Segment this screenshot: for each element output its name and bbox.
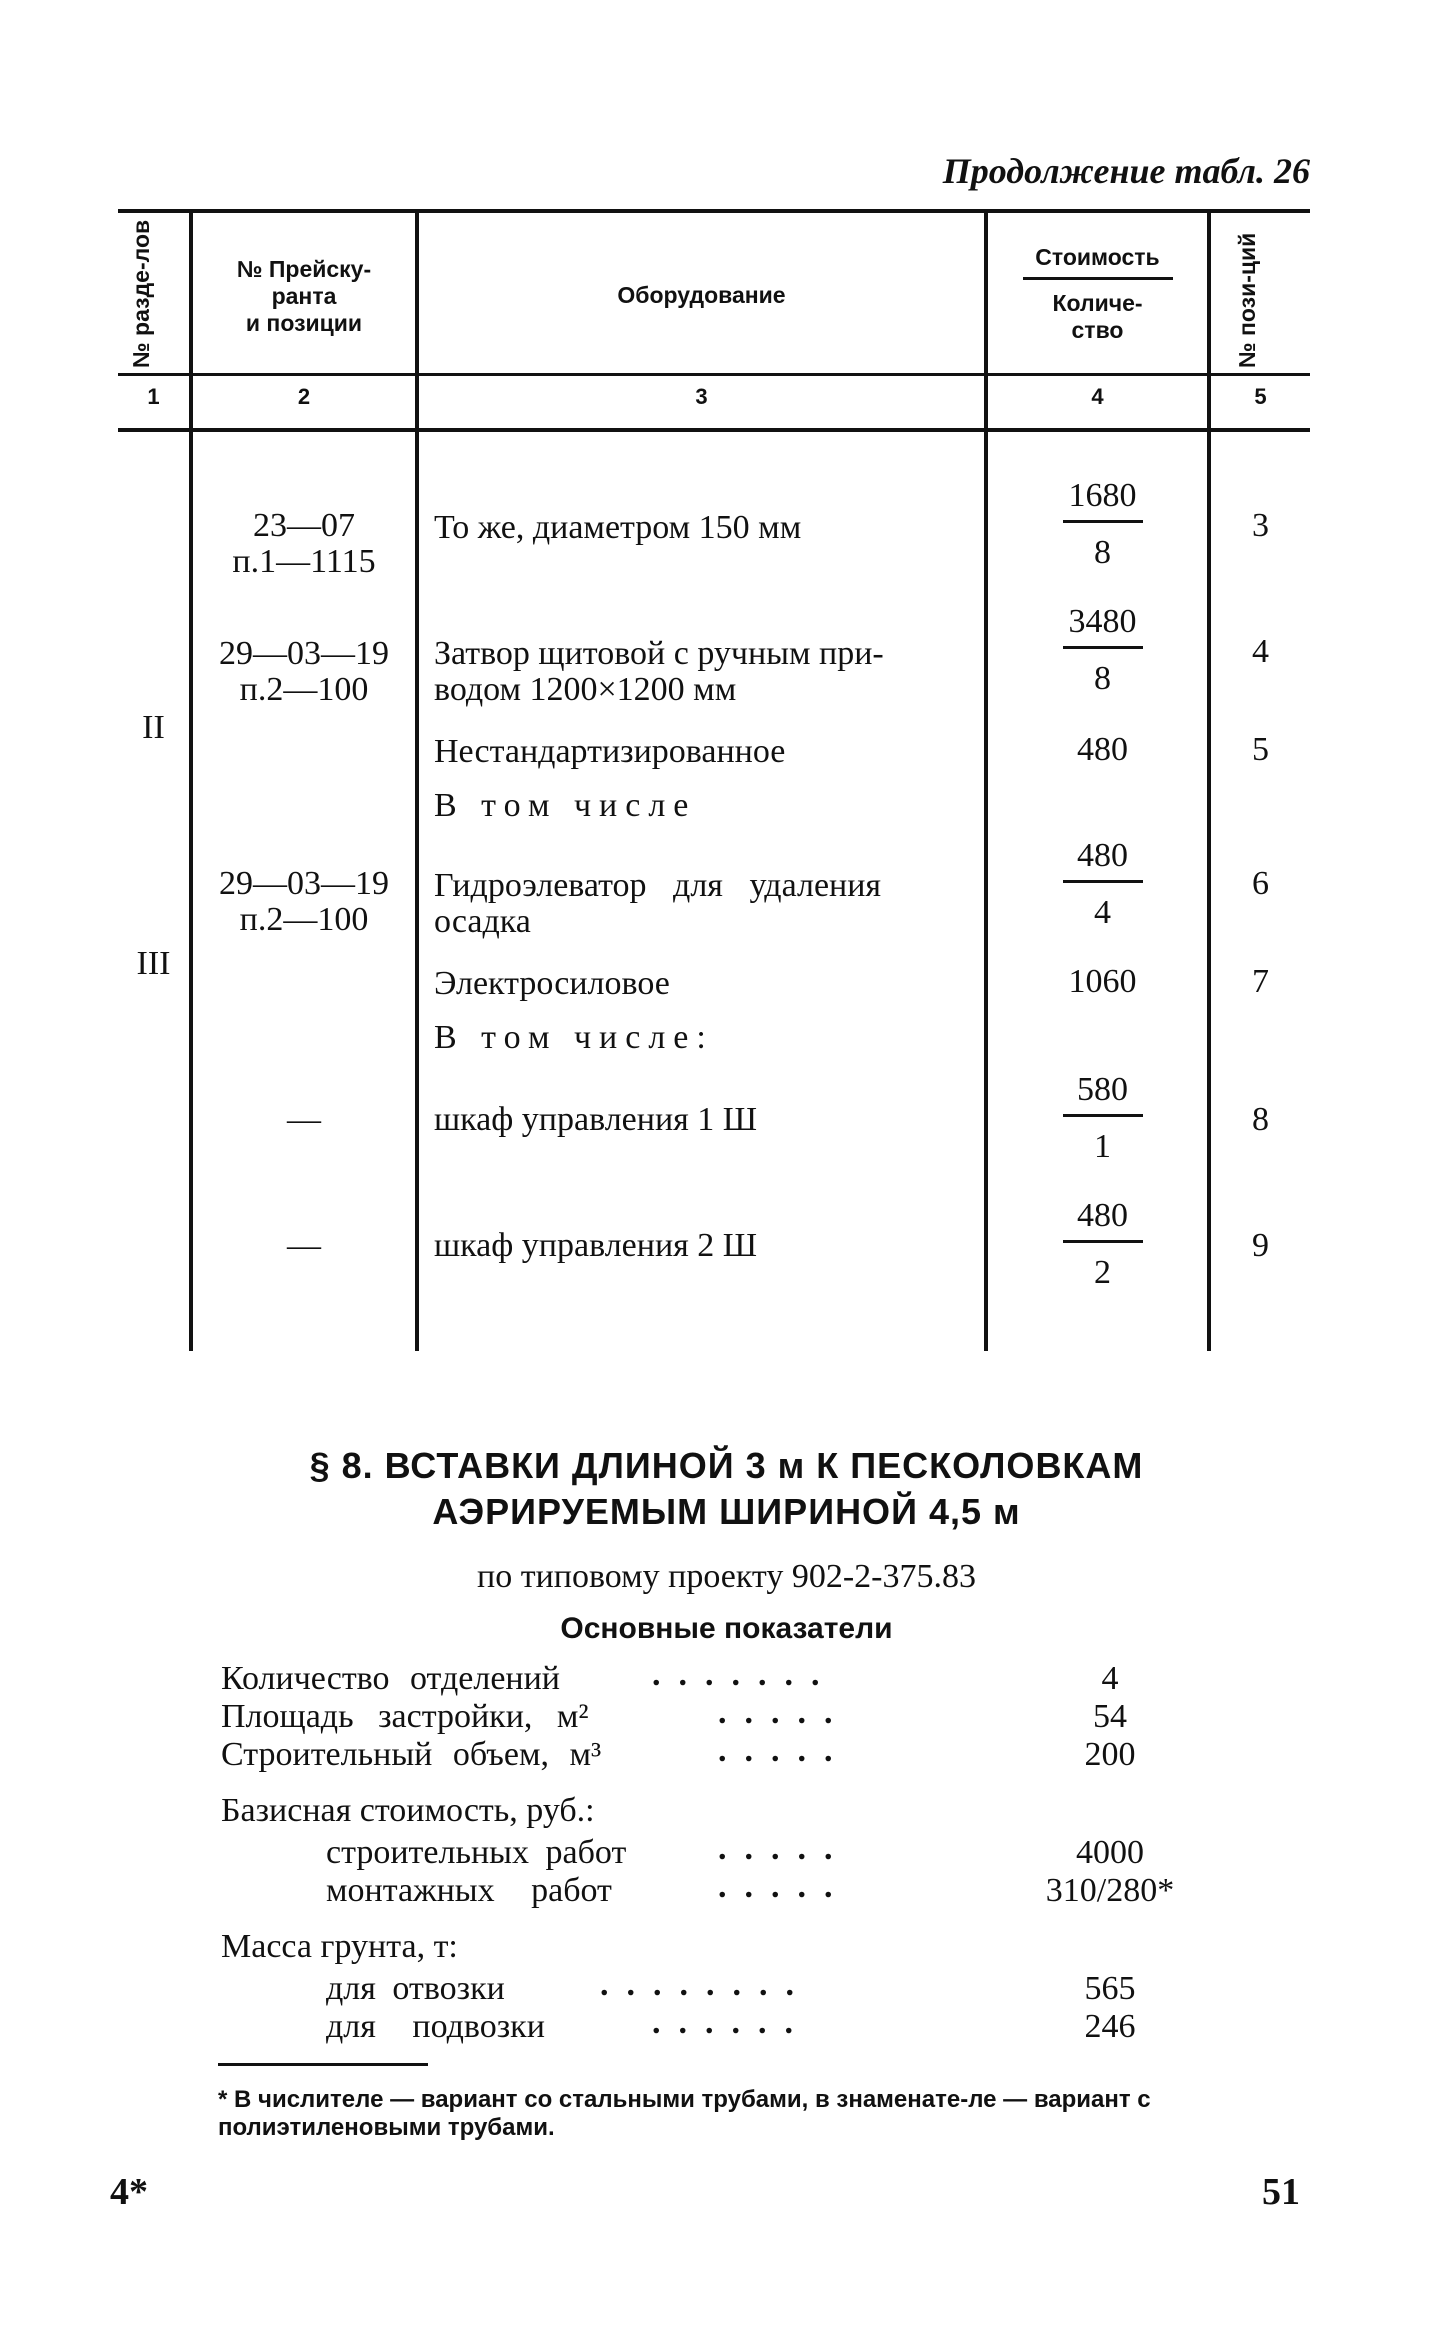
leader-dots: ..... bbox=[718, 1830, 851, 1867]
table-row-subheading: В том числе bbox=[434, 787, 697, 824]
table-row-price: — bbox=[287, 1101, 321, 1138]
leader-dots: ........ bbox=[600, 1966, 812, 2003]
table-row-cost: 580 bbox=[1077, 1071, 1128, 1108]
header-price-list bbox=[193, 256, 415, 337]
indicator-value: 54 bbox=[1093, 1698, 1127, 1735]
header-divider bbox=[118, 373, 1310, 376]
column-divider-3 bbox=[984, 211, 988, 1351]
header-section-number: № разде-лов bbox=[128, 219, 154, 368]
column-number: 1 bbox=[147, 384, 160, 409]
section-title-line-2: АЭРИРУЕМЫМ ШИРИНОЙ 4,5 м bbox=[432, 1491, 1021, 1532]
soil-title: Масса грунта, т: bbox=[221, 1928, 458, 1965]
table-row-cost: 3480 bbox=[1068, 603, 1137, 640]
header-bottom-rule bbox=[118, 428, 1310, 432]
table-row-position: 7 bbox=[1252, 963, 1269, 1000]
column-number: 4 bbox=[1091, 384, 1104, 409]
table-row-position: 9 bbox=[1252, 1227, 1269, 1264]
table-row-quantity: 8 bbox=[1094, 534, 1111, 571]
footnote: * В числителе — вариант со стальными трубами, в знаменате-ле — вариант с полиэтиленовыми трубами. bbox=[218, 2086, 1151, 2141]
header-cost: Стоимость bbox=[1035, 244, 1160, 270]
fraction-line bbox=[1063, 1240, 1143, 1243]
page-signature: 4* bbox=[110, 2171, 148, 2213]
table-row-price bbox=[193, 636, 415, 708]
table-row-equipment: То же, диаметром 150 мм bbox=[434, 509, 802, 546]
indicator-value: 310/280* bbox=[1045, 1872, 1175, 1909]
table-row-cost: 1680 bbox=[1068, 477, 1137, 514]
equipment-line: осадка bbox=[434, 903, 531, 940]
table-row-quantity: 2 bbox=[1094, 1254, 1111, 1291]
leader-dots: ..... bbox=[718, 1694, 851, 1731]
section-label: II bbox=[142, 709, 165, 746]
indicator-label: Строительный объем, м³ bbox=[221, 1736, 602, 1773]
column-divider-2 bbox=[415, 211, 419, 1351]
header-quantity-line: Количе- bbox=[1052, 290, 1143, 316]
footnote-rule bbox=[218, 2063, 428, 2066]
price-line: п.2—100 bbox=[239, 901, 369, 938]
table-row-equipment: шкаф управления 2 Ш bbox=[434, 1227, 758, 1264]
indicator-value: 246 bbox=[1084, 2008, 1136, 2045]
section-title-line-1: § 8. ВСТАВКИ ДЛИНОЙ 3 м К ПЕСКОЛОВКАМ bbox=[309, 1445, 1144, 1486]
table-row-cost: 480 bbox=[1077, 1197, 1128, 1234]
table-row-position: 5 bbox=[1252, 731, 1269, 768]
project-reference: по типовому проекту 902-2-375.83 bbox=[477, 1558, 976, 1595]
leader-dots: ..... bbox=[718, 1868, 851, 1905]
price-line: 29—03—19 bbox=[219, 635, 389, 672]
fraction-line bbox=[1063, 520, 1143, 523]
price-line: п.1—1115 bbox=[232, 543, 376, 580]
indicator-label: монтажных работ bbox=[326, 1872, 612, 1909]
column-divider-1 bbox=[189, 211, 193, 1351]
indicator-value: 200 bbox=[1084, 1736, 1136, 1773]
table-row-equipment: Электросиловое bbox=[434, 965, 670, 1002]
header-quantity bbox=[988, 290, 1207, 344]
header-price-line: и позиции bbox=[245, 310, 363, 336]
indicator-label: для подвозки bbox=[326, 2008, 545, 2045]
table-row-cost: 480 bbox=[1077, 731, 1128, 768]
header-price-line: ранта bbox=[271, 283, 337, 309]
fraction-line bbox=[1063, 1114, 1143, 1117]
leader-dots: ...... bbox=[652, 2004, 811, 2041]
equipment-line: водом 1200×1200 мм bbox=[434, 671, 737, 708]
table-row-price bbox=[193, 866, 415, 938]
indicators-title: Основные показатели bbox=[560, 1612, 893, 1645]
table-row-subheading: В том числе: bbox=[434, 1019, 714, 1056]
price-line: п.2—100 bbox=[239, 671, 369, 708]
price-line: 23—07 bbox=[253, 507, 355, 544]
table-row-position: 4 bbox=[1252, 633, 1269, 670]
table-row-cost: 1060 bbox=[1068, 963, 1137, 1000]
page-number: 51 bbox=[1262, 2171, 1300, 2213]
column-number: 3 bbox=[695, 384, 708, 409]
header-quantity-line: ство bbox=[1071, 317, 1124, 343]
column-number: 2 bbox=[297, 384, 311, 409]
header-cost-fraction-line bbox=[1023, 277, 1173, 280]
table-row-quantity: 1 bbox=[1094, 1128, 1111, 1165]
leader-dots: ..... bbox=[718, 1732, 851, 1769]
base-cost-title: Базисная стоимость, руб.: bbox=[221, 1792, 595, 1829]
fraction-line bbox=[1063, 880, 1143, 883]
indicator-value: 4 bbox=[1101, 1660, 1119, 1697]
table-continuation-caption: Продолжение табл. 26 bbox=[942, 151, 1310, 191]
indicator-label: Площадь застройки, м² bbox=[221, 1698, 589, 1735]
table-row-equipment: шкаф управления 1 Ш bbox=[434, 1101, 758, 1138]
table-row-equipment bbox=[434, 636, 884, 708]
section-label: III bbox=[136, 945, 171, 982]
equipment-line: Затвор щитовой с ручным при- bbox=[434, 635, 884, 672]
indicator-label: строительных работ bbox=[326, 1834, 627, 1871]
fraction-line bbox=[1063, 646, 1143, 649]
indicator-label: для отвозки bbox=[326, 1970, 505, 2007]
table-row-position: 3 bbox=[1252, 507, 1269, 544]
table-row-quantity: 4 bbox=[1094, 894, 1111, 931]
equipment-line: Гидроэлеватор для удаления bbox=[434, 867, 882, 904]
table-row-equipment bbox=[434, 868, 881, 940]
indicator-value: 4000 bbox=[1076, 1834, 1144, 1871]
leader-dots: ....... bbox=[652, 1656, 838, 1693]
indicator-label: Количество отделений bbox=[221, 1660, 561, 1697]
table-row-price bbox=[193, 508, 415, 580]
table-row-equipment: Нестандартизированное bbox=[434, 733, 786, 770]
header-equipment: Оборудование bbox=[617, 282, 786, 308]
price-line: 29—03—19 bbox=[219, 865, 389, 902]
table-row-quantity: 8 bbox=[1094, 660, 1111, 697]
table-row-position: 6 bbox=[1252, 865, 1269, 902]
indicator-value: 565 bbox=[1084, 1970, 1136, 2007]
header-position-number: № пози-ций bbox=[1234, 232, 1260, 368]
column-divider-4 bbox=[1207, 211, 1211, 1351]
column-number: 5 bbox=[1254, 384, 1267, 409]
header-price-line: № Прейску- bbox=[236, 256, 372, 282]
table-row-cost: 480 bbox=[1077, 837, 1128, 874]
table-top-rule bbox=[118, 209, 1310, 213]
table-row-price: — bbox=[287, 1227, 321, 1264]
table-row-position: 8 bbox=[1252, 1101, 1269, 1138]
